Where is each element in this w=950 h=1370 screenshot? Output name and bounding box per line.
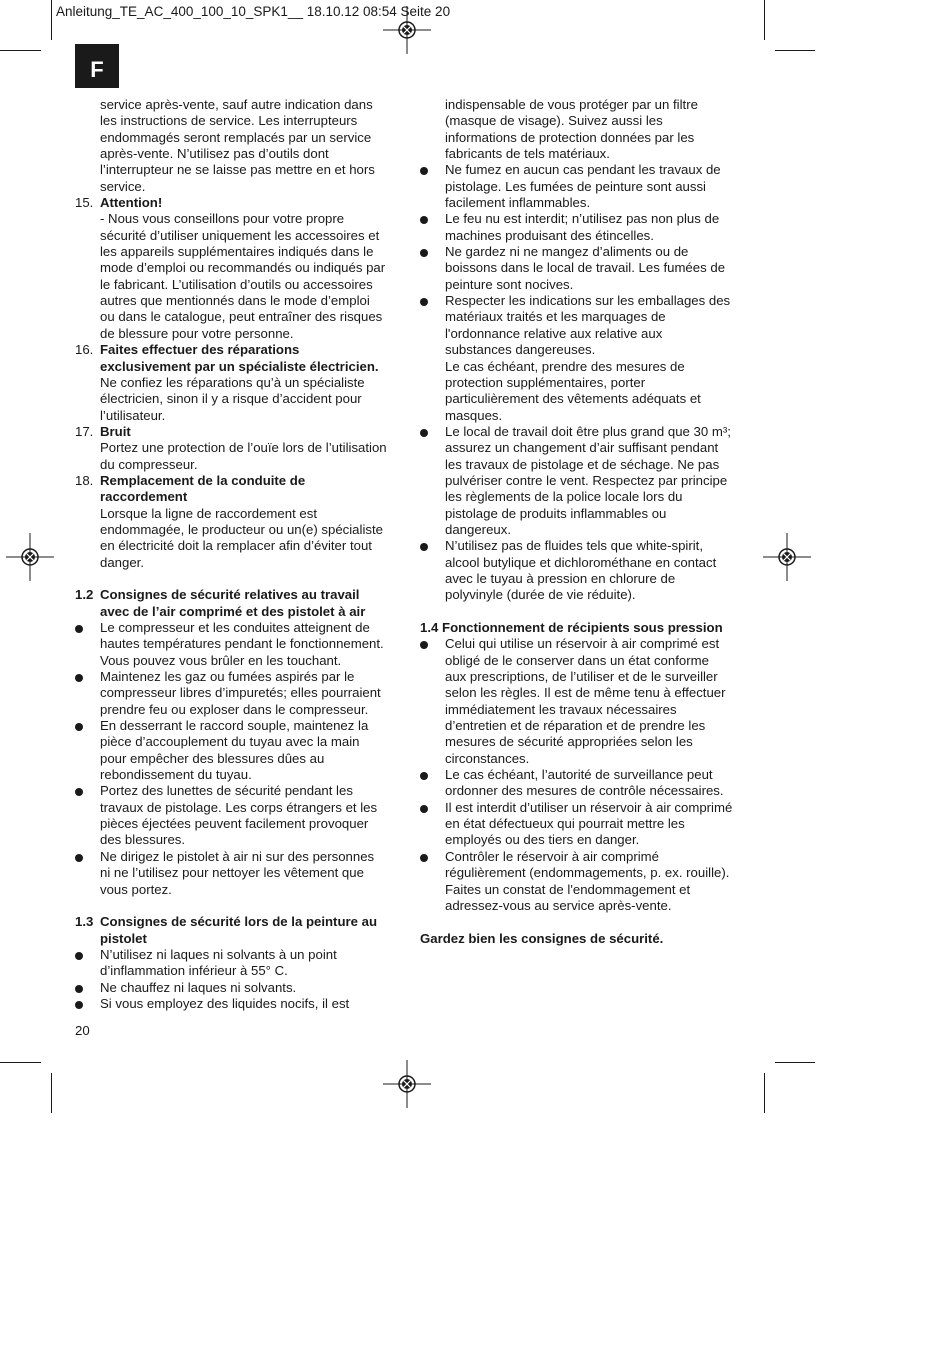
bullet-item: Le feu nu est interdit; n’utilisez pas non plus de machines produisant des étincelles. [420, 211, 750, 244]
page-number: 20 [75, 1023, 90, 1038]
registration-mark-icon [763, 533, 811, 581]
bullet-icon [420, 244, 445, 293]
bullet-icon [75, 669, 100, 718]
bullet-item: N’utilisez pas de fluides tels que white-spirit, alcool butylique et dichlorométhane en contact avec le tuyau à pression en chlorure de polyvinyle (durée de vie réduite). [420, 538, 750, 603]
bullet-item: Maintenez les gaz ou fumées aspirés par le compresseur libres d’impuretés; elles pourraient prendre feu ou exploser dans le compresseur. [75, 669, 405, 718]
bullet-icon [75, 849, 100, 898]
right-column [420, 97, 750, 947]
bullet-item: En desserrant le raccord souple, maintenez la pièce d’accouplement du tuyau avec la main pour empêcher des blessures dûes au rebondissement du tuyau. [75, 718, 405, 783]
bullet-icon [75, 996, 100, 1012]
bullet-icon [75, 783, 100, 848]
bullet-icon [420, 636, 445, 767]
continuation-paragraph: service après-vente, sauf autre indication dans les instructions de service. Les interrupteurs endommagés seront remplacés par un service après-vente. N’utilisez pas d’outils dont l’interrupteur ne se laisse pas mettre en et hors service. [100, 97, 375, 194]
crop-mark [0, 50, 41, 51]
bullet-icon [75, 980, 100, 996]
closing-statement: Gardez bien les consignes de sécurité. [420, 930, 664, 946]
bullet-icon [420, 538, 445, 603]
bullet-item: N’utilisez ni laques ni solvants à un point d’inflammation inférieur à 55° C. [75, 947, 405, 980]
bullet-item: Ne gardez ni ne mangez d’aliments ou de boissons dans le local de travail. Les fumées de peinture sont nocives. [420, 244, 750, 293]
bullet-item: Portez des lunettes de sécurité pendant les travaux de pistolage. Les corps étrangers et les pièces éjectées peuvent facilement provoquer des blessures. [75, 783, 405, 848]
bullet-item: Ne dirigez le pistolet à air ni sur des personnes ni ne l’utilisez pour nettoyer les vêtement que vous portez. [75, 849, 405, 898]
list-item-18: 18. Remplacement de la conduite de raccordement Lorsque la ligne de raccordement est endommagée, le producteur ou un(e) spécialiste en électricité doit la remplacer afin d’éviter tout danger. [75, 472, 383, 570]
bullet-item: Celui qui utilise un réservoir à air comprimé est obligé de le conserver dans un état conforme aux prescriptions, de l’utiliser et de le surveiller selon les règles. Il est de même tenu à effectuer immédiatement les travaux nécessaires d’entretien et de réparation et de prendre les mesures de sécurité appropriées selon les circonstances. [420, 636, 750, 767]
bullet-item: Le local de travail doit être plus grand que 30 m³; assurez un changement d’air suffisant pendant les travaux de pistolage et de séchage. Ne pas pulvériser contre le vent. Respectez par principe les règlements de la police locale lors du pistolage de produits inflammables ou dangereux. [420, 424, 750, 538]
crop-mark [764, 0, 765, 40]
continuation-paragraph: indispensable de vous protéger par un filtre (masque de visage). Suivez aussi les informations de protection données par les fabricants de tels matériaux. [445, 97, 698, 162]
bullet-item: Contrôler le réservoir à air comprimé régulièrement (endommagements, p. ex. rouille). Faites un constat de l'endommagement et adressez-vous au service après-vente. [420, 849, 750, 914]
bullet-icon [75, 718, 100, 783]
crop-mark [775, 50, 815, 51]
bullet-icon [420, 849, 445, 914]
list-item-15: 15. Attention! - Nous vous conseillons pour votre propre sécurité d’utiliser uniquement les accessoires et les appareils supplémentaires indiqués dans le mode d’emploi ou recommandés ou indiqués par le fabricant. L’utilisation d’outils ou accessoires autres que mentionnés dans le mode d’emploi ou dans le catalogue, peut entraîner des risques de blessure pour votre personne. [75, 195, 386, 341]
crop-mark [775, 1062, 815, 1063]
registration-mark-icon [383, 6, 431, 54]
left-column [75, 97, 405, 1012]
bullet-icon [420, 424, 445, 538]
bullet-icon [75, 947, 100, 980]
bullet-item: Le cas échéant, l’autorité de surveillance peut ordonner des mesures de contrôle nécessaires. [420, 767, 750, 800]
bullet-item: Respecter les indications sur les emballages des matériaux traités et les marquages de l'ordonnance relative aux relative aux substances dangereuses. Le cas échéant, prendre des mesures de protection supplémentaires, porter particulièrement des vêtements adéquats et masques. [420, 293, 750, 424]
registration-mark-icon [383, 1060, 431, 1108]
file-info-header: Anleitung_TE_AC_400_100_10_SPK1__ 18.10.12 08:54 Seite 20 [56, 4, 451, 19]
section-heading-1-3: 1.3 Consignes de sécurité lors de la peinture au pistolet [75, 914, 378, 946]
bullet-item: Le compresseur et les conduites atteignent de hautes températures pendant le fonctionnement. Vous pouvez vous brûler en les touchant. [75, 620, 405, 669]
crop-mark [51, 0, 52, 40]
bullet-icon [420, 293, 445, 424]
registration-mark-icon [6, 533, 54, 581]
bullet-icon [420, 800, 445, 849]
language-tab: F [75, 44, 119, 88]
bullet-icon [420, 767, 445, 800]
bullet-icon [420, 162, 445, 211]
list-item-17: 17. Bruit Portez une protection de l’ouïe lors de l’utilisation du compresseur. [75, 423, 387, 472]
bullet-icon [75, 620, 100, 669]
list-item-16: 16. Faites effectuer des réparations exclusivement par un spécialiste électricien. Ne confiez les réparations qu’à un spécialiste électricien, sinon il y a risque d’accident pour l’utilisateur. [75, 342, 379, 423]
bullet-item: Si vous employez des liquides nocifs, il est [75, 996, 405, 1012]
crop-mark [764, 1073, 765, 1113]
bullet-item: Ne fumez en aucun cas pendant les travaux de pistolage. Les fumées de peinture sont aussi facilement inflammables. [420, 162, 750, 211]
crop-mark [51, 1073, 52, 1113]
crop-mark [0, 1062, 41, 1063]
bullet-item: Ne chauffez ni laques ni solvants. [75, 980, 405, 996]
bullet-icon [420, 211, 445, 244]
section-heading-1-2: 1.2 Consignes de sécurité relatives au travail avec de l’air comprimé et des pistolet à air [75, 587, 366, 619]
section-heading-1-4: 1.4 Fonctionnement de récipients sous pression [420, 620, 723, 635]
bullet-item: Il est interdit d’utiliser un réservoir à air comprimé en état défectueux qui pourrait mettre les employés ou des tiers en danger. [420, 800, 750, 849]
